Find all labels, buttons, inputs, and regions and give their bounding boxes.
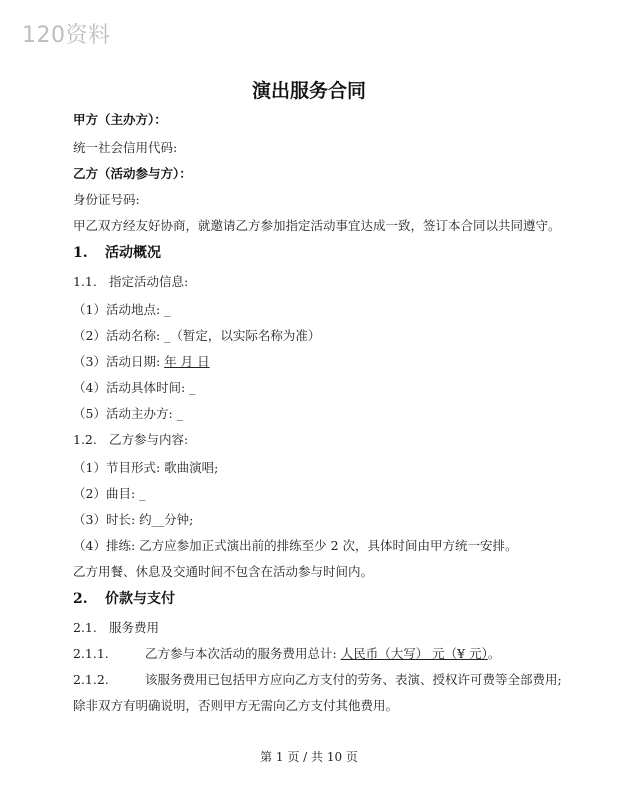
item-date: [73, 354, 210, 370]
clause-2-1-1-text: 乙方参与本次活动的服务费用总计:: [145, 646, 341, 661]
clause-1-2-text: 乙方参与内容:: [109, 432, 189, 447]
service-fee-amount: 人民币（大写） 元（¥ 元）: [340, 646, 488, 661]
clause-2-1-1: [73, 646, 500, 662]
document-title: 演出服务合同: [251, 80, 366, 102]
section-2-number: 2.: [73, 591, 88, 607]
item-date-label: （3）活动日期:: [73, 354, 165, 369]
clause-2-1-1-number: 2.1.1.: [73, 646, 109, 661]
clause-2-1: [73, 620, 159, 636]
clause-2-1-text: 服务费用: [109, 620, 160, 635]
watermark: 120资料: [22, 23, 111, 48]
item-time: （4）活动具体时间: _: [73, 380, 196, 395]
clause-2-1-2: [73, 672, 562, 688]
no-other-fees-note: 除非双方有明确说明，否则甲方无需向乙方支付其他费用。: [73, 698, 399, 713]
credit-code-label: 统一社会信用代码:: [73, 140, 178, 155]
clause-2-1-2-number: 2.1.2.: [73, 672, 109, 687]
item-name: （2）活动名称: _（暂定，以实际名称为准）: [73, 328, 321, 343]
clause-1-1: [73, 274, 188, 290]
clause-2-1-2-text: 该服务费用已包括甲方应向乙方支付的劳务、表演、授权许可费等全部费用;: [145, 672, 562, 687]
meals-note: 乙方用餐、休息及交通时间不包含在活动参与时间内。: [73, 564, 374, 579]
item-date-value: 年 月 日: [164, 354, 210, 369]
clause-2-1-number: 2.1.: [73, 620, 97, 635]
clause-2-1-1-end: 。: [487, 646, 501, 661]
program-rehearsal: （4）排练: 乙方应参加正式演出前的排练至少 2 次，具体时间由甲方统一安排。: [73, 538, 518, 553]
clause-1-2: [73, 432, 188, 448]
id-number-label: 身份证号码:: [73, 192, 140, 207]
party-a-label: 甲方（主办方）：: [73, 112, 167, 127]
section-1-heading: [73, 245, 161, 261]
item-location: （1）活动地点: _: [73, 302, 171, 317]
intro-paragraph: 甲乙双方经友好协商，就邀请乙方参加指定活动事宜达成一致，签订本合同以共同遵守。: [73, 218, 561, 233]
clause-1-1-number: 1.1.: [73, 274, 97, 289]
item-organizer: （5）活动主办方: _: [73, 406, 183, 421]
party-b-label: 乙方（活动参与方）：: [73, 166, 192, 181]
section-1-title: 活动概况: [105, 245, 161, 261]
section-2-heading: [73, 591, 175, 607]
page-footer: 第 1 页 / 共 10 页: [260, 750, 358, 764]
program-songs: （2）曲目: _: [73, 486, 146, 501]
clause-1-1-text: 指定活动信息:: [109, 274, 189, 289]
program-form: （1）节目形式: 歌曲演唱;: [73, 460, 219, 475]
section-1-number: 1.: [73, 245, 88, 261]
clause-1-2-number: 1.2.: [73, 432, 97, 447]
program-duration: （3）时长: 约__分钟;: [73, 512, 194, 527]
section-2-title: 价款与支付: [105, 591, 175, 607]
